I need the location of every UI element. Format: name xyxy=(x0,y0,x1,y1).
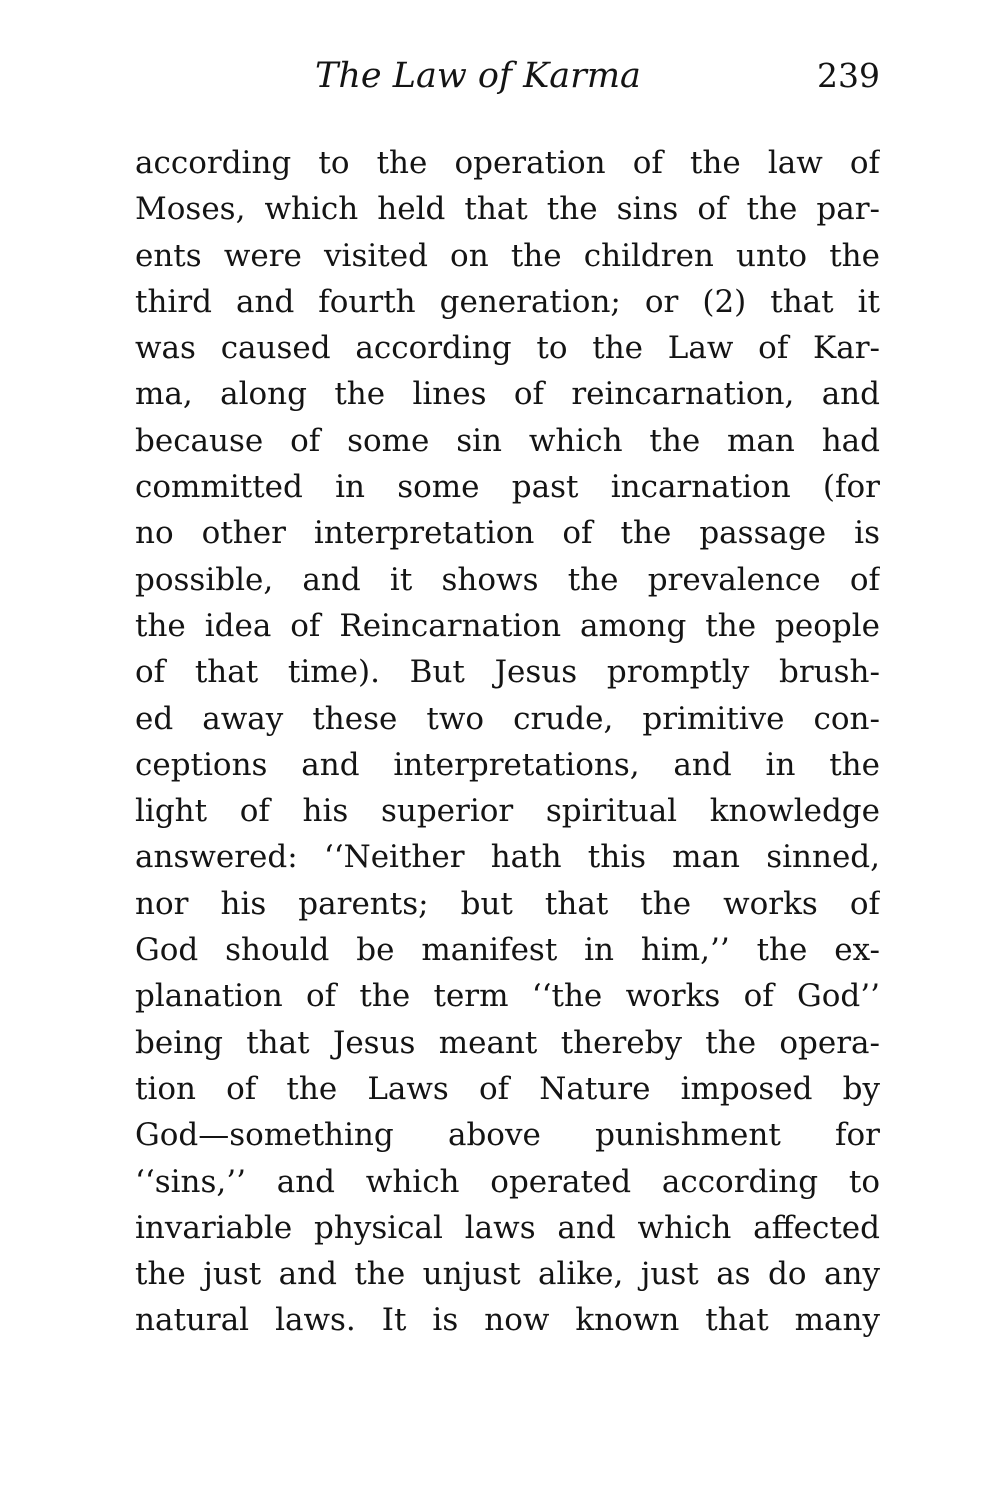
text-line: because of some sin which the man had xyxy=(135,422,880,459)
text-line: answered: ‘‘Neither hath this man sinned, xyxy=(135,839,880,876)
text-line: natural laws. It is now known that many xyxy=(135,1302,880,1339)
running-head xyxy=(135,50,880,102)
text-line: the idea of Reincarnation among the people xyxy=(135,607,880,644)
text-line: nor his parents; but that the works of xyxy=(135,885,880,922)
text-line: no other interpretation of the passage is xyxy=(135,515,880,552)
text-line: ents were visited on the children unto the xyxy=(135,237,880,274)
text-line: being that Jesus meant thereby the opera- xyxy=(135,1024,880,1061)
text-line: God—something above punishment for xyxy=(135,1117,880,1154)
text-line: planation of the term ‘‘the works of God’’ xyxy=(135,978,880,1015)
text-line: of that time). But Jesus promptly brush- xyxy=(135,654,880,691)
text-line: light of his superior spiritual knowledge xyxy=(135,793,880,830)
text-line: third and fourth generation; or (2) that it xyxy=(135,283,880,320)
text-line: was caused according to the Law of Kar- xyxy=(135,330,880,367)
text-line: ceptions and interpretations, and in the xyxy=(135,746,880,783)
page-number: 239 xyxy=(817,56,880,95)
text-line: ed away these two crude, primitive con- xyxy=(135,700,880,737)
text-line: Moses, which held that the sins of the par- xyxy=(135,191,880,228)
text-line: God should be manifest in him,’’ the ex- xyxy=(135,932,880,969)
text-line: ma, along the lines of reincarnation, and xyxy=(135,376,880,413)
text-line: according to the operation of the law of xyxy=(135,145,880,181)
text-line: possible, and it shows the prevalence of xyxy=(135,561,880,598)
body-paragraph xyxy=(135,140,880,1344)
text-line: tion of the Laws of Nature imposed by xyxy=(135,1070,880,1107)
text-line: invariable physical laws and which affected xyxy=(135,1209,880,1246)
text-line: ‘‘sins,’’ and which operated according to xyxy=(135,1163,880,1200)
running-title: The Law of Karma xyxy=(315,56,641,96)
text-line: committed in some past incarnation (for xyxy=(135,469,880,506)
text-line: the just and the unjust alike, just as do any xyxy=(135,1256,880,1293)
